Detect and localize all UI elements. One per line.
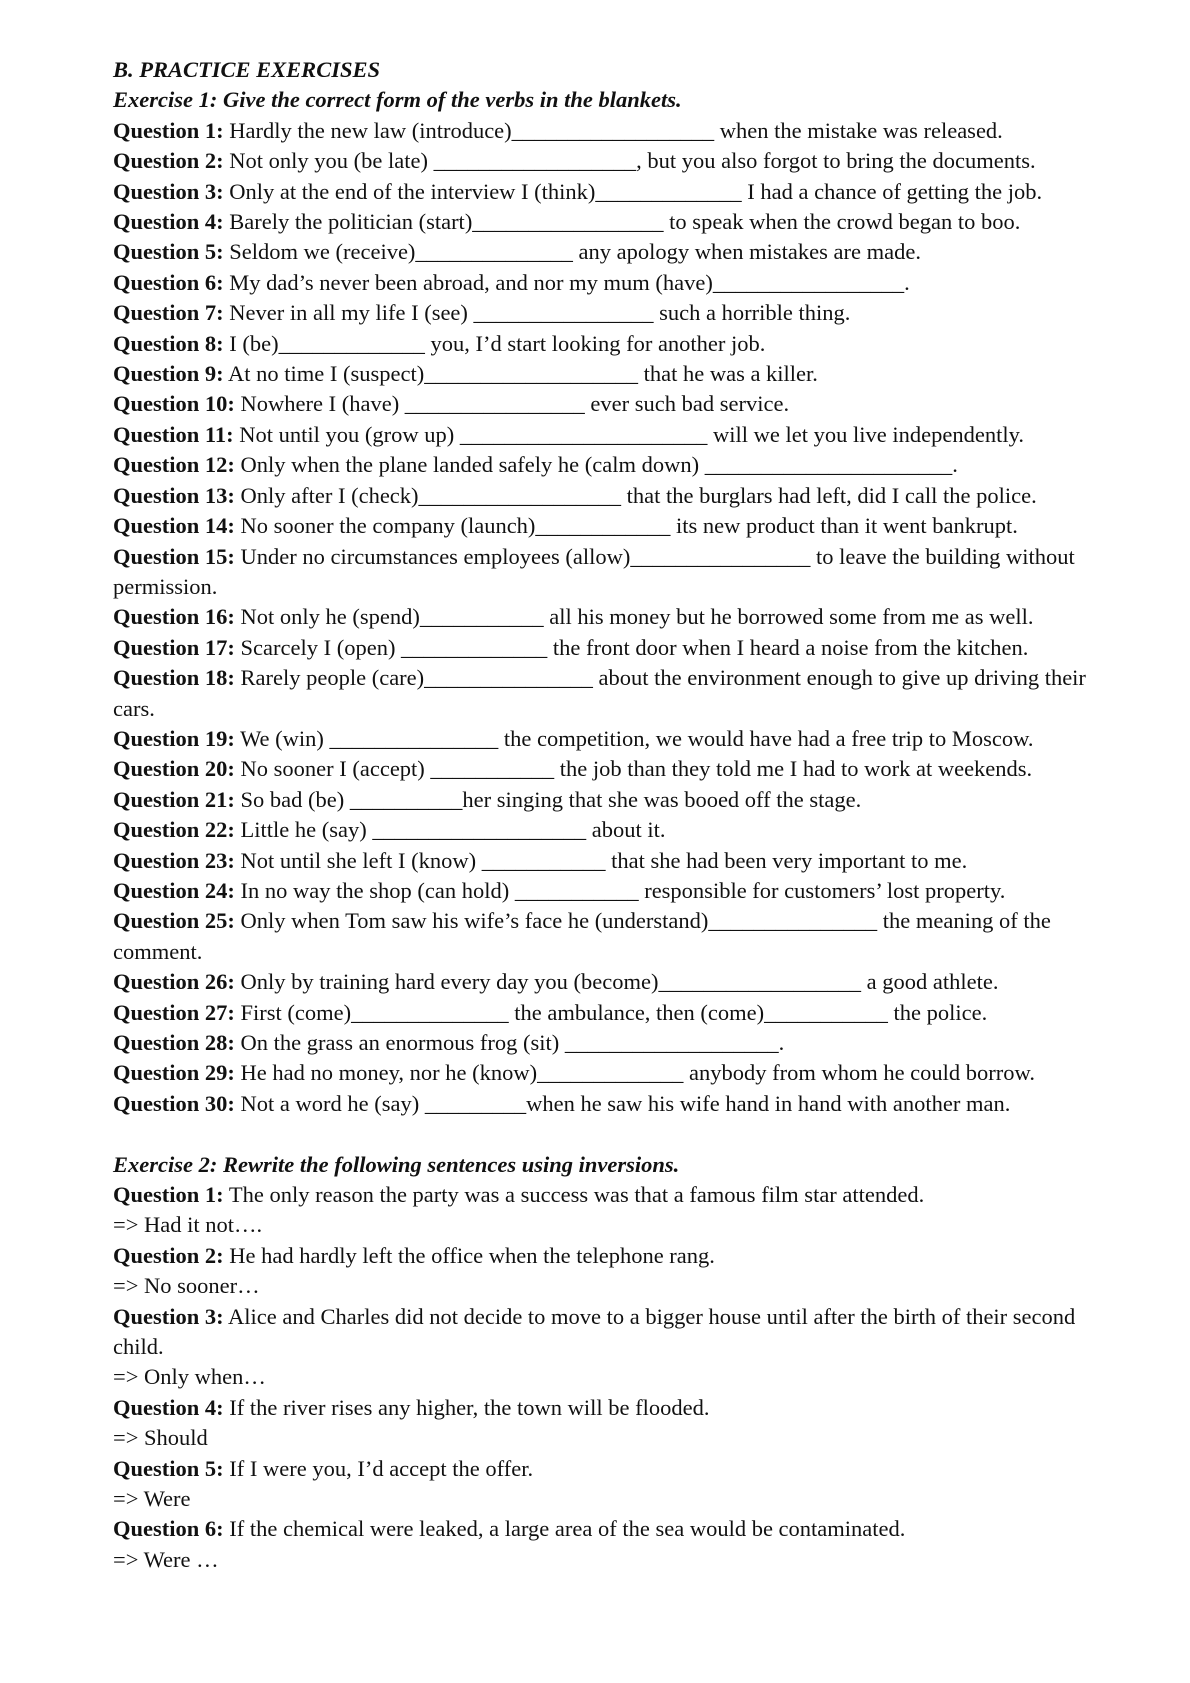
question-text: He had hardly left the office when the telephone rang. — [223, 1242, 715, 1268]
question-text: At no time I (suspect)___________________ that he was a killer. — [223, 361, 818, 387]
question-number: Question 19: — [113, 725, 235, 751]
question-item — [113, 1089, 1123, 1119]
question-number: Question 4: — [113, 209, 224, 235]
question-number: Question 1: — [113, 117, 224, 143]
answer-prompt: => Had it not…. — [113, 1212, 263, 1238]
question-item — [113, 450, 1123, 480]
question-number: Question 2: — [113, 148, 224, 174]
question-item — [113, 633, 1123, 663]
question-number: Question 24: — [113, 877, 235, 903]
question-item — [113, 146, 1123, 176]
question-number: Question 2: — [113, 1242, 224, 1268]
question-text: Only after I (check)__________________ that the burglars had left, did I call the police. — [234, 482, 1037, 508]
question-item — [113, 237, 1123, 267]
question-text: We (win) _______________ the competition, we would have had a free trip to Moscow. — [234, 725, 1034, 751]
question-text: If the river rises any higher, the town will be flooded. — [223, 1394, 710, 1420]
question-number: Question 13: — [113, 482, 235, 508]
question-text: Barely the politician (start)_________________ to speak when the crowd began to boo. — [223, 209, 1021, 235]
question-item — [113, 268, 1123, 298]
question-text: Alice and Charles did not decide to move to a bigger house until after the birth of their second child. — [113, 1303, 1076, 1360]
question-item — [113, 998, 1123, 1028]
exercise-2-question-list — [113, 1180, 1123, 1575]
question-number: Question 20: — [113, 756, 235, 782]
answer-prompt: => Were … — [113, 1546, 219, 1572]
question-text: Seldom we (receive)______________ any apology when mistakes are made. — [223, 239, 921, 265]
question-text: Nowhere I (have) ________________ ever such bad service. — [234, 391, 790, 417]
question-number: Question 15: — [113, 543, 235, 569]
question-text: Not only he (spend)___________ all his money but he borrowed some from me as well. — [234, 604, 1034, 630]
question-number: Question 23: — [113, 847, 235, 873]
question-text: First (come)______________ the ambulance, then (come)___________ the police. — [234, 999, 988, 1025]
question-item — [113, 906, 1123, 967]
question-item — [113, 846, 1123, 876]
question-text: The only reason the party was a success was that a famous film star attended. — [223, 1182, 925, 1208]
question-item — [113, 1180, 1123, 1210]
question-item — [113, 724, 1123, 754]
question-text: If the chemical were leaked, a large area of the sea would be contaminated. — [223, 1516, 906, 1542]
question-item — [113, 511, 1123, 541]
question-item — [113, 207, 1123, 237]
question-number: Question 26: — [113, 969, 235, 995]
question-text: No sooner I (accept) ___________ the job than they told me I had to work at weekends. — [234, 756, 1033, 782]
question-item — [113, 602, 1123, 632]
question-number: Question 1: — [113, 1182, 224, 1208]
question-number: Question 4: — [113, 1394, 224, 1420]
question-number: Question 17: — [113, 634, 235, 660]
question-number: Question 6: — [113, 1516, 224, 1542]
question-text: Rarely people (care)_______________ about the environment enough to give up driving their cars. — [113, 665, 1086, 721]
question-item — [113, 389, 1123, 419]
question-text: My dad’s never been abroad, and nor my mum (have)_________________. — [223, 269, 910, 295]
question-text: Only by training hard every day you (become)__________________ a good athlete. — [234, 969, 999, 995]
question-number: Question 18: — [113, 665, 235, 691]
question-text: Hardly the new law (introduce)__________________ when the mistake was released. — [223, 117, 1003, 143]
exercise-1-heading: Exercise 1: Give the correct form of the verbs in the blankets. — [113, 87, 682, 113]
question-number: Question 30: — [113, 1090, 235, 1116]
question-text: Only at the end of the interview I (think)_____________ I had a chance of getting the job. — [223, 178, 1043, 204]
question-text: Never in all my life I (see) ________________ such a horrible thing. — [223, 300, 851, 326]
exercise-1-question-list — [113, 116, 1123, 1119]
question-item — [113, 1393, 1123, 1423]
question-number: Question 29: — [113, 1060, 235, 1086]
question-text: On the grass an enormous frog (sit) ___________________. — [234, 1030, 785, 1055]
question-text: In no way the shop (can hold) ___________ responsible for customers’ lost property. — [234, 877, 1006, 903]
question-item — [113, 1514, 1123, 1544]
question-number: Question 8: — [113, 330, 224, 356]
question-item — [113, 542, 1123, 603]
answer-prompt: => Were — [113, 1486, 191, 1512]
document-page — [113, 55, 1123, 1575]
question-text: Little he (say) ___________________ about it. — [234, 817, 666, 843]
question-item — [113, 359, 1123, 389]
question-item — [113, 785, 1123, 815]
question-number: Question 21: — [113, 786, 235, 812]
question-item — [113, 1241, 1123, 1271]
question-item — [113, 754, 1123, 784]
question-item — [113, 1028, 1123, 1058]
section-gap — [113, 1119, 1123, 1149]
question-text: If I were you, I’d accept the offer. — [223, 1455, 534, 1481]
question-number: Question 7: — [113, 300, 224, 326]
question-item — [113, 1302, 1123, 1363]
question-item — [113, 298, 1123, 328]
question-item — [113, 815, 1123, 845]
question-item — [113, 116, 1123, 146]
question-text: No sooner the company (launch)____________ its new product than it went bankrupt. — [234, 513, 1018, 539]
question-text: Not only you (be late) __________________, but you also forgot to bring the documents. — [223, 148, 1036, 174]
question-text: He had no money, nor he (know)_____________ anybody from whom he could borrow. — [234, 1060, 1035, 1086]
question-text: Under no circumstances employees (allow)________________ to leave the building without permission. — [113, 543, 1075, 599]
question-text: Not a word he (say) _________when he saw his wife hand in hand with another man. — [234, 1090, 1011, 1116]
question-item — [113, 876, 1123, 906]
question-number: Question 25: — [113, 908, 235, 934]
question-number: Question 27: — [113, 999, 235, 1025]
question-text: Not until she left I (know) ___________ that she had been very important to me. — [234, 847, 968, 873]
question-item — [113, 420, 1123, 450]
question-text: Not until you (grow up) ______________________ will we let you live independently. — [233, 421, 1024, 447]
question-item — [113, 1058, 1123, 1088]
question-number: Question 3: — [113, 1303, 224, 1329]
answer-prompt: => Only when… — [113, 1364, 266, 1390]
question-number: Question 10: — [113, 391, 235, 417]
question-text: I (be)_____________ you, I’d start looking for another job. — [223, 330, 766, 356]
question-text: Only when the plane landed safely he (calm down) ______________________. — [234, 452, 958, 478]
question-number: Question 9: — [113, 361, 224, 387]
question-item — [113, 177, 1123, 207]
question-number: Question 6: — [113, 269, 224, 295]
question-number: Question 22: — [113, 817, 235, 843]
question-number: Question 5: — [113, 1455, 224, 1481]
question-number: Question 12: — [113, 452, 235, 478]
question-text: Scarcely I (open) _____________ the front door when I heard a noise from the kitchen. — [234, 634, 1029, 660]
question-number: Question 3: — [113, 178, 224, 204]
question-item — [113, 329, 1123, 359]
answer-prompt: => No sooner… — [113, 1273, 260, 1299]
exercise-2-heading: Exercise 2: Rewrite the following sentences using inversions. — [113, 1151, 680, 1177]
question-number: Question 5: — [113, 239, 224, 265]
question-item — [113, 967, 1123, 997]
question-number: Question 28: — [113, 1030, 235, 1055]
question-number: Question 14: — [113, 513, 235, 539]
question-item — [113, 481, 1123, 511]
question-text: So bad (be) __________her singing that she was booed off the stage. — [234, 786, 862, 812]
question-item — [113, 663, 1123, 724]
question-number: Question 11: — [113, 421, 234, 447]
question-item — [113, 1454, 1123, 1484]
question-number: Question 16: — [113, 604, 235, 630]
section-title: B. PRACTICE EXERCISES — [113, 57, 380, 82]
question-text: Only when Tom saw his wife’s face he (understand)_______________ the meaning of the comment. — [113, 908, 1051, 964]
answer-prompt: => Should — [113, 1425, 208, 1451]
